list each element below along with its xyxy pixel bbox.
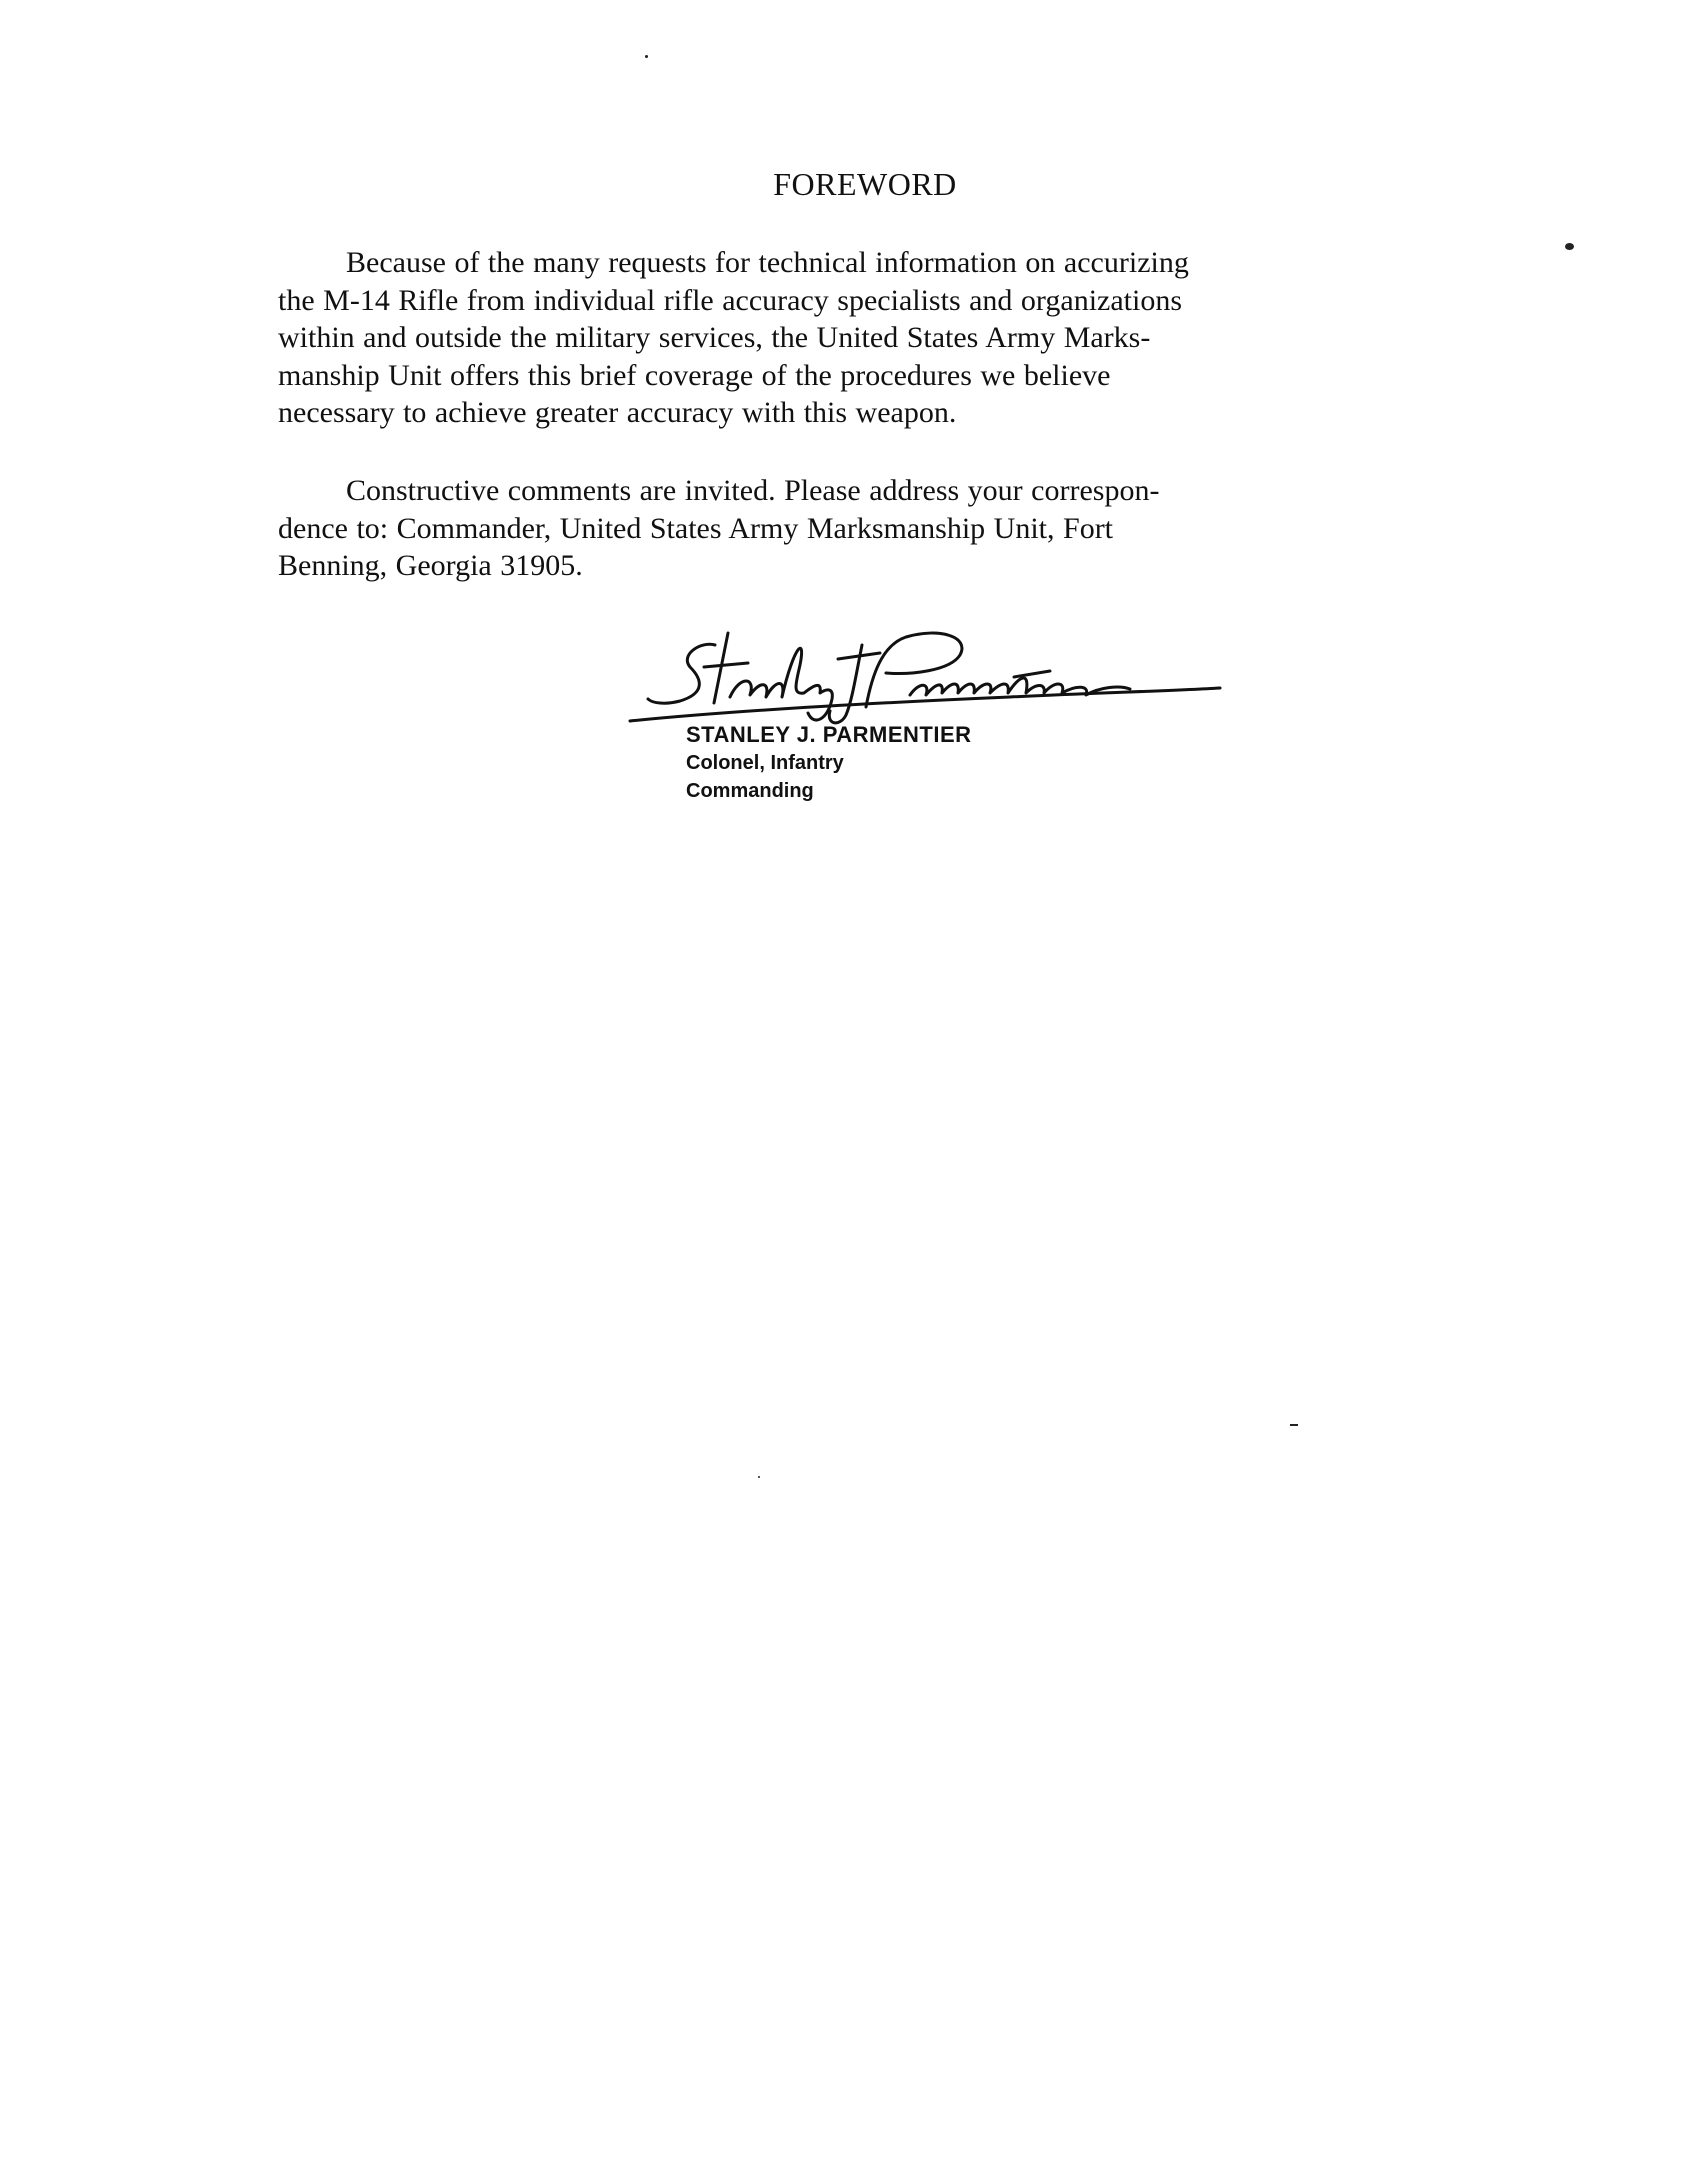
paragraph-comments: [278, 472, 1418, 585]
paragraph-line: Benning, Georgia 31905.: [278, 549, 583, 582]
signatory-rank: Colonel, Infantry: [686, 752, 844, 774]
paragraph-line: within and outside the military services, the United States Army Marks-: [278, 321, 1151, 354]
handwritten-signature: [610, 615, 1250, 735]
signatory-role: Commanding: [686, 780, 814, 802]
signature-block: [610, 615, 1250, 835]
paragraph-requests: [278, 244, 1418, 432]
paragraph-line: dence to: Commander, United States Army Marksmanship Unit, Fort: [278, 511, 1114, 545]
paragraph-line: Because of the many requests for technical information on accurizing: [346, 246, 1189, 279]
paragraph-line: necessary to achieve greater accuracy with this weapon.: [278, 396, 957, 429]
page-title: FOREWORD: [773, 166, 957, 202]
scan-speck: [758, 1476, 760, 1478]
paragraph-line: Constructive comments are invited. Please address your correspon-: [346, 474, 1160, 507]
scan-speck: [1565, 243, 1574, 250]
paragraph-line: manship Unit offers this brief coverage of the procedures we believe: [278, 358, 1111, 392]
scan-speck: [645, 55, 648, 58]
scan-speck: [1290, 1424, 1298, 1426]
paragraph-line: the M-14 Rifle from individual rifle accuracy specialists and organizations: [278, 283, 1183, 317]
signatory-name: STANLEY J. PARMENTIER: [686, 722, 972, 747]
